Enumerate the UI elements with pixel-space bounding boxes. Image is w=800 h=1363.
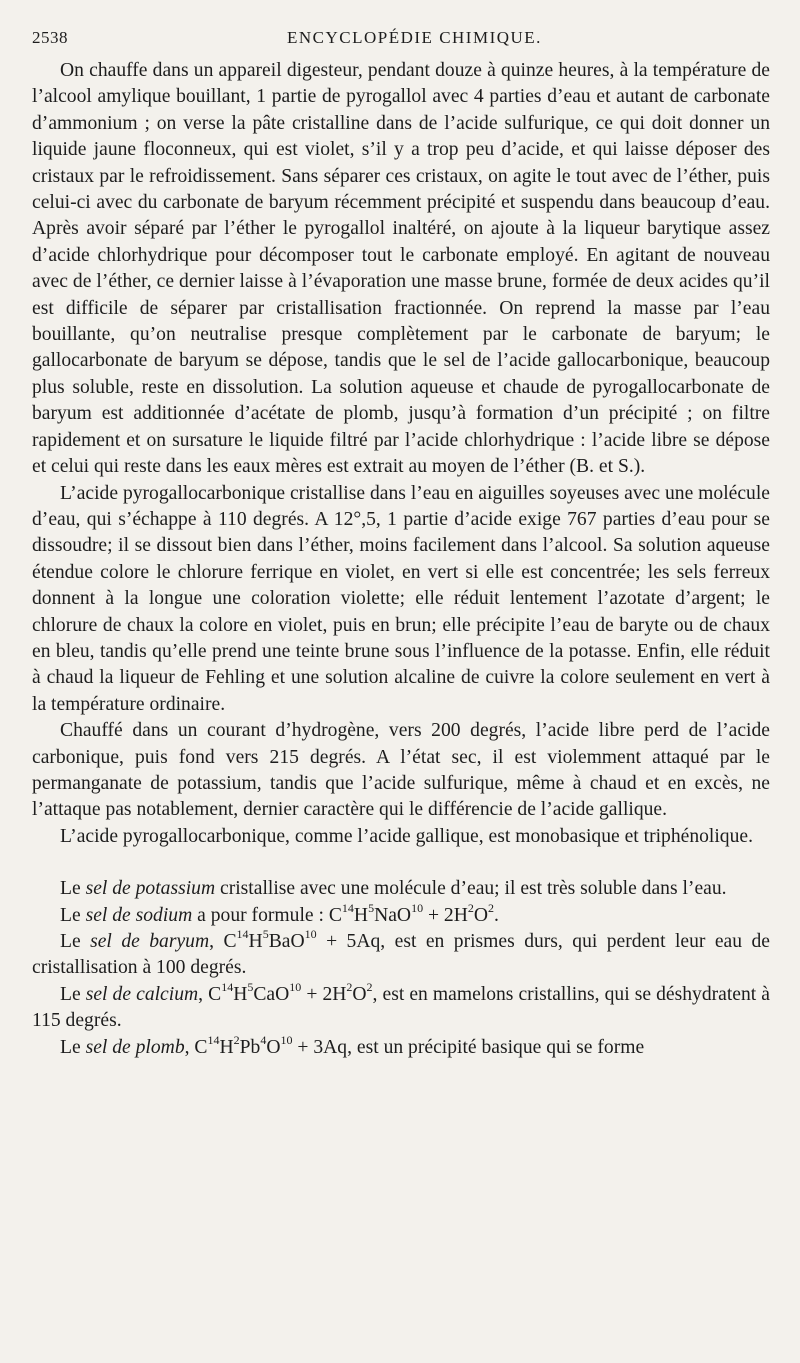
paragraph-4: L’acide pyrogallocarbonique, comme l’acide gallique, est monobasique et triphénolique. [60,825,753,847]
running-head [32,22,770,48]
page-number: 2538 [32,28,68,47]
paragraph-6: Le sel de sodium a pour formule : $C^{14}H^5NaO^{10} + 2H^2O^2$. [60,901,499,926]
body-text [32,58,770,1061]
paragraph-2: L’acide pyrogallocarbonique cristallise dans l’eau en aiguilles soyeuses avec une molécule d’eau, qui s’échappe à 110 degrés. A 12°,5, 1 partie d’acide exige 767 parties d’eau pour se dissoudre; il se dissout bien dans l’éther, moins facilement dans l’alcool. Sa solution aqueuse étendue colore le chlorure ferrique en violet, en vert si elle est concentrée; les sels ferreux donnent à la longue une coloration violette; elle réduit lentement l’azotate d’argent; le chlorure de chaux la colore en violet, puis en brun; elle précipite l’eau de baryte ou de chaux en bleu, tandis qu’elle prend une teinte brune sous l’influence de la potasse. Enfin, elle réduit à chaud la liqueur de Fehling et une solution alcaline de cuivre la colore seulement en vert à la température ordinaire. [32,482,770,715]
running-title: ENCYCLOPÉDIE CHIMIQUE. [287,28,542,47]
paragraph-9: Le sel de plomb, $C^{14}H^2Pb^4O^{10} + 3Aq$, est un précipité basique qui se forme [60,1033,645,1058]
paragraph-8: Le sel de calcium, $C^{14}H^5CaO^{10} + 2H^2O^2$, est en mamelons cristallins, qui se déshydratent à 115 degrés. [32,980,770,1032]
paragraph-7: Le sel de baryum, $C^{14}H^5BaO^{10} + 5Aq$, est en prismes durs, qui perdent leur eau de cristallisation à 100 degrés. [32,927,770,979]
paragraph-3: Chauffé dans un courant d’hydrogène, vers 200 degrés, l’acide libre perd de l’acide carbonique, puis fond vers 215 degrés. A l’état sec, il est violemment attaqué par le permanganate de potassium, tandis que l’acide sulfurique, même à chaud et en excès, ne l’attaque pas notablement, dernier caractère qui le différencie de l’acide gallique. [32,720,770,821]
paragraph-1: On chauffe dans un appareil digesteur, pendant douze à quinze heures, à la température de l’alcool amylique bouillant, 1 partie de pyrogallol avec 4 parties d’eau et autant de carbonate d’ammonium ; on verse la pâte cristalline dans de l’acide sulfurique, ce qui doit donner un liquide jaune floconneux, qui est violet, s’il y a trop peu d’acide, et qui laisse déposer des cristaux par le refroidissement. Sans séparer ces cristaux, on agite le tout avec de l’éther, puis celui-ci avec du carbonate de baryum récemment précipité et suspendu dans beaucoup d’eau. Après avoir séparé par l’éther le pyrogallol inaltéré, on ajoute à la liqueur barytique assez d’acide chlorhydrique pour décomposer tout le carbonate employé. En agitant de nouveau avec de l’éther, ce dernier laisse à l’évaporation une masse brune, formée de deux acides qu’il est difficile de séparer par cristallisation fractionnée. On reprend la masse par l’eau bouillante, qu’on neutralise presque complètement par le carbonate de baryum; le gallocarbonate de baryum se dépose, tandis que le sel de l’acide gallocarbonique, beaucoup plus soluble, reste en dissolution. La solution aqueuse et chaude de pyrogallocarbonate de baryum est additionnée d’acétate de plomb, jusqu’à formation d’un précipité ; on filtre rapidement et on sursature le liquide filtré par l’acide chlorhydrique : l’acide libre se dépose et celui qui reste dans les eaux mères est extrait au moyen de l’éther (B. et S.). [32,60,770,478]
paragraph-5: Le sel de potassium cristallise avec une molécule d’eau; il est très soluble dans l’eau. [60,878,727,900]
